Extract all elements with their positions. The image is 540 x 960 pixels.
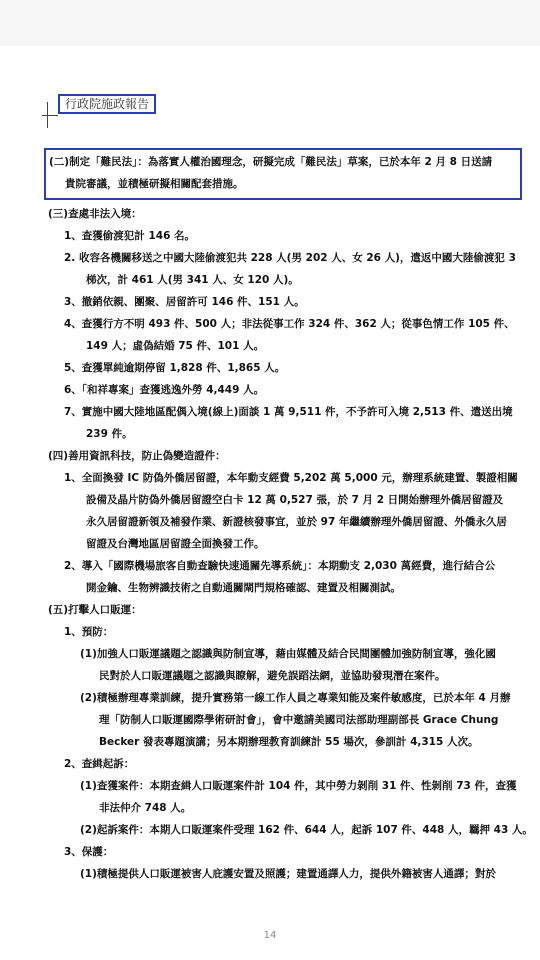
text-line: 6、「和祥專案」查獲逃逸外勞 4,449 人。 (64, 384, 265, 396)
text-line: (2)起訴案件：本期人口販運案件受理 162 件、644 人，起訴 107 件、448 人，羈押 43 人。 (80, 824, 533, 836)
highlighted-paragraph (44, 148, 522, 200)
text-line: (1)查獲案件：本期查緝人口販運案件計 104 件，其中勞力剝削 31 件、性剝削 73 件，查獲 (80, 780, 517, 792)
text-line: 3、保護： (64, 846, 114, 858)
text-line: (四)善用資訊科技，防止偽變造證件： (48, 450, 226, 462)
text-line: 149 人；虛偽結婚 75 件、101 人。 (86, 340, 265, 352)
text-line: 留證及台灣地區居留證全面換發工作。 (86, 538, 265, 550)
text-line: (1)加強人口販運議題之認識與防制宣導，藉由媒體及結合民間團體加強防制宣導，強化國 (80, 648, 496, 660)
text-line: 永久居留證新領及補發作業、新證核發事宜，並於 97 年繼續辦理外僑居留證、外僑永久居 (86, 516, 507, 528)
page-top-band (0, 0, 540, 46)
text-line: (三)查處非法入境： (48, 208, 142, 220)
text-lines (48, 203, 533, 885)
text-line: Becker 發表專題演講；另本期辦理教育訓練計 55 場次，參訓計 4,315 人次。 (99, 736, 479, 748)
text-line: 非法仲介 748 人。 (99, 802, 192, 814)
text-line: (2)積極辦理專業訓練，提升實務第一線工作人員之專業知能及案件敏感度，已於本年 4 月辦 (80, 692, 511, 704)
text-line: 5、查獲單純逾期停留 1,828 件、1,865 人。 (64, 362, 286, 374)
text-line: 3、撤銷依親、團聚、居留許可 146 件、151 人。 (64, 296, 305, 308)
text-line: 4、查獲行方不明 493 件、500 人；非法從事工作 324 件、362 人；從事色情工作 105 件、 (64, 318, 515, 330)
text-line: 民對於人口販運議題之認識與瞭解，避免誤蹈法網，並協助發現潛在案件。 (99, 670, 446, 682)
text-line: 開金鑰、生物辨識技術之自動通關閘門規格確認、建置及相關測試。 (86, 582, 401, 594)
text-line: 設備及晶片防偽外僑居留證空白卡 12 萬 0,527 張，於 7 月 2 日開始辦理外僑居留證及 (86, 494, 504, 506)
text-line: 2. 收容各機關移送之中國大陸偷渡犯共 228 人(男 202 人、女 26 人)，遣返中國大陸偷渡犯 3 (64, 252, 516, 264)
text-line: 1、查獲偷渡犯計 146 名。 (64, 230, 196, 242)
crop-mark-horizontal (42, 115, 58, 116)
header-label: 行政院施政報告 (58, 94, 156, 114)
highlight-line: (二)制定「難民法」：為落實人權治國理念，研擬完成「難民法」草案，已於本年 2 月 8 日送請 (49, 156, 493, 168)
text-line: (1)積極提供人口販運被害人庇護安置及照護；建置通譯人力，提供外籍被害人通譯；對於 (80, 868, 496, 880)
highlight-line: 貴院審議，並積極研擬相關配套措施。 (65, 178, 244, 190)
text-line: 2、導入「國際機場旅客自動查驗快速通關先導系統」：本期動支 2,030 萬經費，進行結合公 (64, 560, 496, 572)
text-line: (五)打擊人口販運： (48, 604, 142, 616)
text-line: 2、查緝起訴： (64, 758, 135, 770)
text-line: 239 件。 (86, 428, 133, 440)
text-line: 梯次，計 461 人(男 341 人、女 120 人)。 (86, 274, 299, 286)
document-body (48, 148, 533, 885)
page-number: 14 (263, 930, 277, 941)
text-line: 1、預防： (64, 626, 114, 638)
text-line: 7、實施中國大陸地區配偶入境(線上)面談 1 萬 9,511 件，不予許可入境 2,513 件、遣送出境 (64, 406, 513, 418)
text-line: 1、全面換發 IC 防偽外僑居留證，本年動支經費 5,202 萬 5,000 元，辦理系統建置、製證相關 (64, 472, 518, 484)
text-line: 理「防制人口販運國際學術研討會」，會中邀請美國司法部助理副部長 Grace Chung (99, 714, 499, 726)
